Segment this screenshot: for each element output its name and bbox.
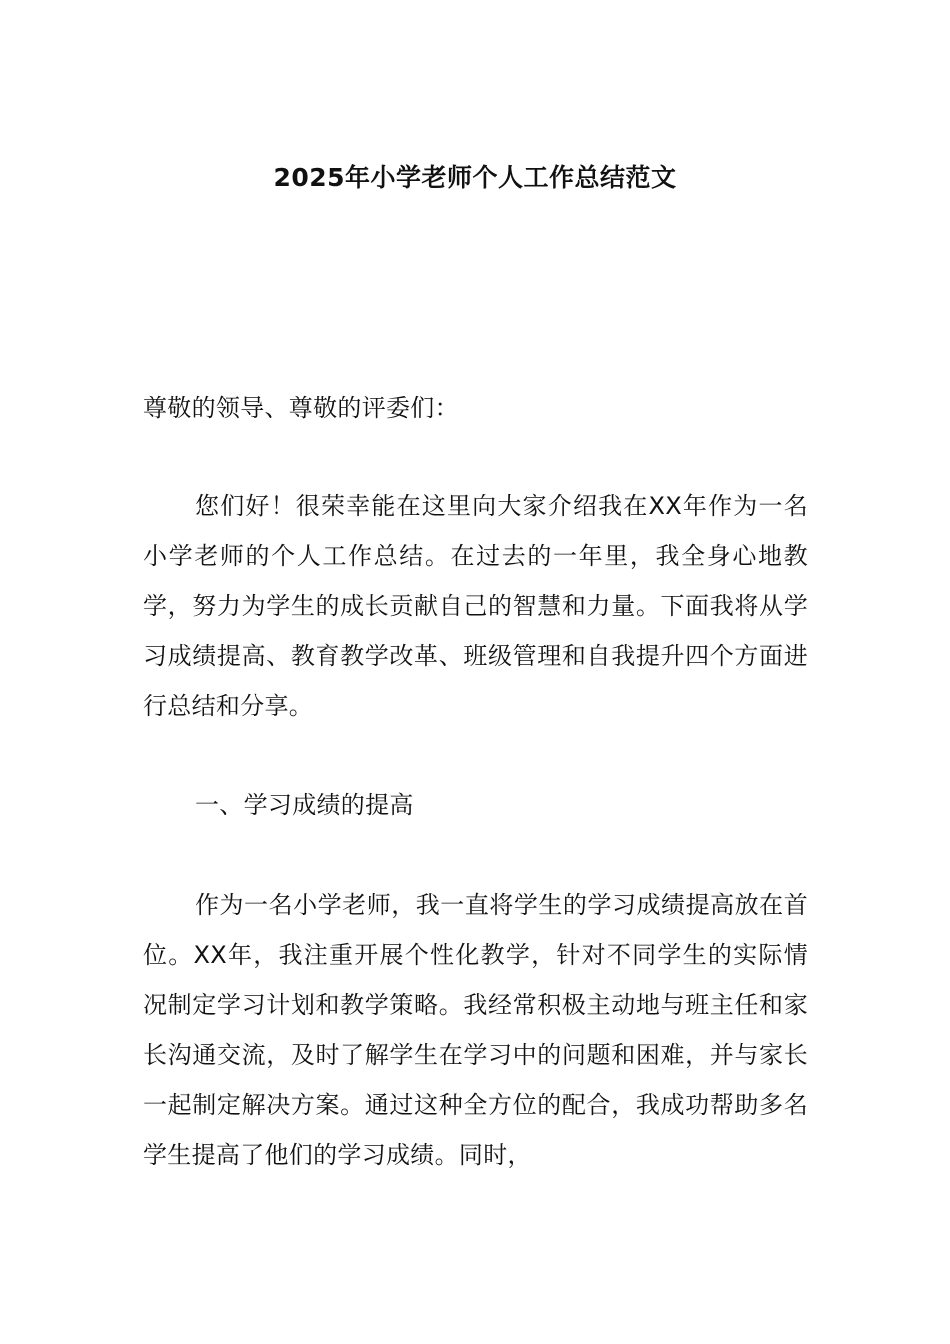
section-heading: 一、学习成绩的提高 xyxy=(195,791,414,819)
document-title: 2025年小学老师个人工作总结范文 xyxy=(273,163,677,192)
salutation: 尊敬的领导、尊敬的评委们： xyxy=(143,394,459,422)
paragraph-intro: 您们好！很荣幸能在这里向大家介绍我在XX年作为一名小学老师的个人工作总结。在过去的一年里，我全身心地教学，努力为学生的成长贡献自己的智慧和力量。下面我将从学习成绩提高、教育教学改革、班级管理和自我提升四个方面进行总结和分享。 xyxy=(143,492,808,720)
paragraph-section-1: 作为一名小学老师，我一直将学生的学习成绩提高放在首位。XX年，我注重开展个性化教学，针对不同学生的实际情况制定学习计划和教学策略。我经常积极主动地与班主任和家长沟通交流，及时了解学生在学习中的问题和困难，并与家长一起制定解决方案。通过这种全方位的配合，我成功帮助多名学生提高了他们的学习成绩。同时， xyxy=(143,891,808,1169)
